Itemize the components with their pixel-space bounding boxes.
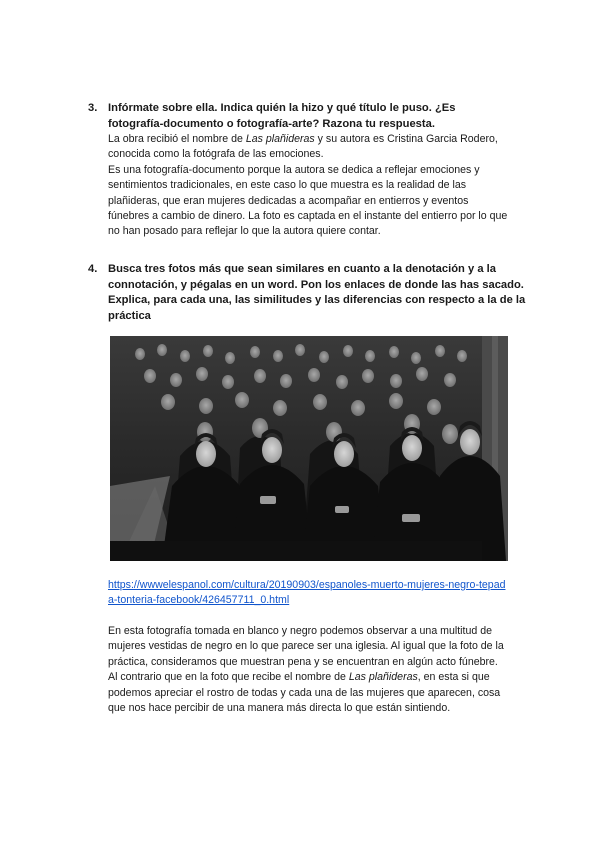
answer-text: , en esta si que [417, 671, 490, 684]
answer-line: conocida como la fotógrafa de las emociones. [108, 148, 324, 161]
answer-line: fúnebres a cambio de dinero. La foto es captada en el instante del entierro por lo que [108, 210, 508, 223]
source-link[interactable] [108, 578, 505, 609]
question-4-number: 4. [88, 263, 98, 275]
answer-line: práctica, consideramos que muestran pena y se encuentran en algún acto fúnebre. [108, 655, 498, 668]
answer-line: no han posado para reflejar lo que la autora quiere contar. [108, 225, 381, 238]
question-4-title-line: Busca tres fotos más que sean similares en cuanto a la denotación y a la [108, 263, 496, 275]
answer-line: Es una fotografía-documento porque la autora se dedica a reflejar emociones y [108, 163, 480, 176]
answer-text: La obra recibió el nombre de [108, 133, 246, 145]
mourning-women-photo [110, 336, 508, 561]
question-4-title-line: práctica [108, 309, 151, 322]
answer-line [108, 670, 528, 685]
answer-line: que nos hace percibir de una manera más directa lo que están sintiendo. [108, 702, 451, 715]
answer-line: plañideras, que eran mujeres dedicadas a acompañar en entierros y eventos [108, 194, 469, 207]
answer-line: sentimientos tradicionales, en este caso lo que muestra es la realidad de las [108, 179, 467, 192]
question-3-title-line: Infórmate sobre ella. Indica quién la hizo y qué título le puso. ¿Es [108, 102, 456, 114]
question-4-title [108, 262, 525, 324]
question-3-title-line: fotografía-documento o fotografía-arte? Razona tu respuesta. [108, 117, 435, 130]
question-3-answer [108, 132, 528, 240]
link-line[interactable]: https://wwwelespanol.com/cultura/20190903/espanoles-muerto-mujeres-negro-tepad [108, 579, 506, 591]
answer-text: y su autora es Cristina Garcia Rodero, [314, 133, 498, 145]
photo-illustration [110, 336, 508, 561]
answer-line [108, 132, 528, 147]
artwork-title: Las plañideras [245, 133, 315, 145]
question-4-title-line: connotación, y pégalas en un word. Pon los enlaces de donde las has sacado. [108, 278, 524, 291]
question-3-number: 3. [88, 102, 98, 114]
question-4-title-line: Explica, para cada una, las similitudes y las diferencias con respecto a la de la [108, 294, 526, 306]
artwork-title: Las plañideras [348, 671, 418, 684]
answer-line: podemos apreciar el rostro de todas y cada una de las mujeres que aparecen, cosa [108, 686, 501, 699]
answer-line: mujeres vestidas de negro en lo que parece ser una iglesia. Al igual que la foto de la [108, 640, 504, 653]
answer-text: Al contrario que en la foto que recibe el nombre de [108, 671, 349, 684]
answer-line: En esta fotografía tomada en blanco y negro podemos observar a una multitud de [108, 625, 492, 637]
link-line[interactable]: a-tonteria-facebook/426457711_0.html [108, 594, 290, 607]
question-3-title [108, 101, 456, 132]
question-4-answer [108, 624, 528, 716]
